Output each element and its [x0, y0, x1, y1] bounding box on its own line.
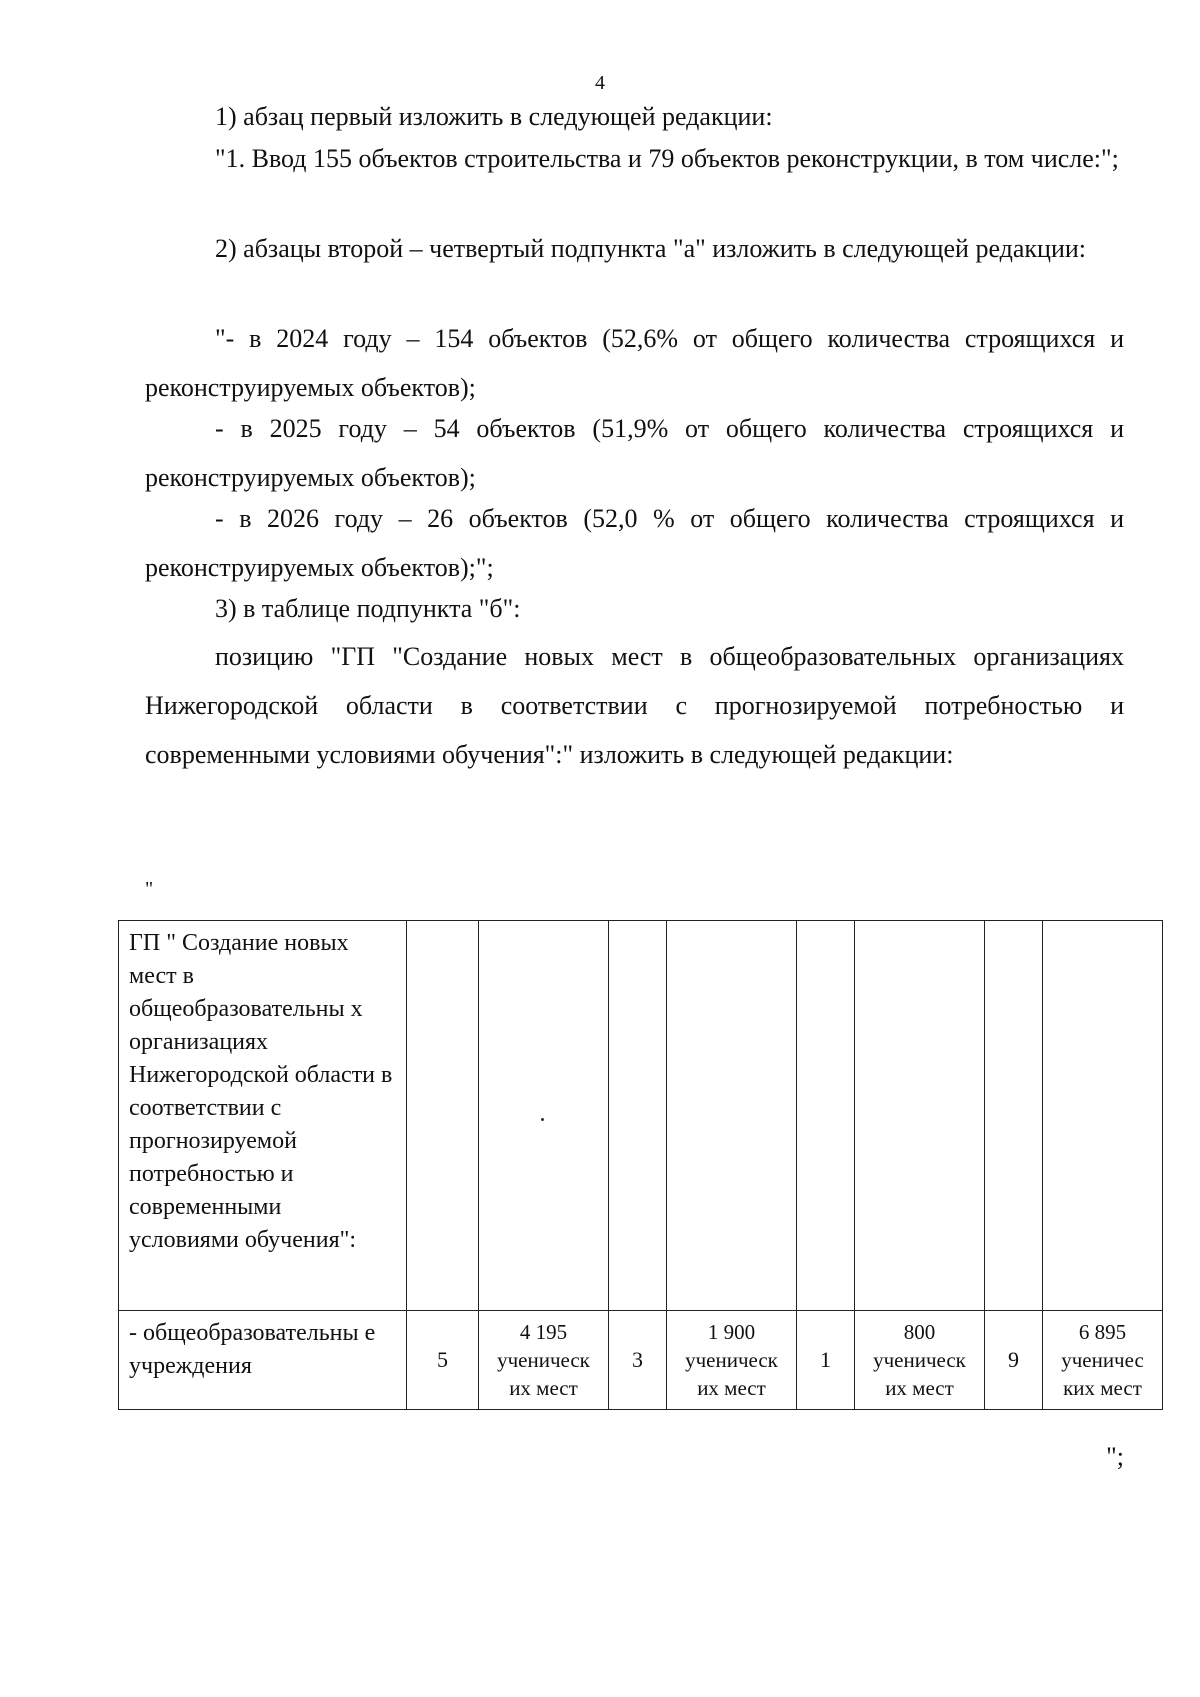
table-data-row: [119, 1311, 1163, 1410]
empty-cell: [855, 921, 985, 1311]
empty-cell: [985, 921, 1043, 1311]
places-unit: ких мест: [1063, 1376, 1142, 1400]
paragraph-2: "1. Ввод 155 объектов строительства и 79 объектов реконструкции, в том числе:";: [215, 144, 1119, 173]
empty-cell: [797, 921, 855, 1311]
program-name-cell: ГП " Создание новых мест в общеобразовательны х организациях Нижегородской области в соответствии с прогнозируемой потребностью и современными условиями обучения":: [119, 921, 407, 1311]
empty-cell: [609, 921, 667, 1311]
paragraph-6: - в 2026 году – 26 объектов (52,0 % от общего количества строящихся и реконструируемых объектов);";: [145, 504, 1124, 582]
places-unit: ученичес: [1061, 1348, 1144, 1372]
places-2024-cell: [479, 1311, 609, 1410]
count-2026-cell: 1: [797, 1311, 855, 1410]
paragraph-8: позицию "ГП "Создание новых мест в общеобразовательных организациях Нижегородской области в соответствии с прогнозируемой потребностью и современными условиями обучения":" изложить в следующей редакции:: [145, 642, 1124, 769]
places-value: 1 900: [707, 1320, 756, 1344]
count-total-cell: 9: [985, 1311, 1043, 1410]
places-value: 6 895: [1078, 1320, 1127, 1344]
places-2025-cell: [667, 1311, 797, 1410]
close-quote: ";: [1106, 1442, 1124, 1471]
open-quote: ": [145, 878, 154, 900]
places-2026-cell: [855, 1311, 985, 1410]
places-value: 4 195: [519, 1320, 568, 1344]
empty-cell: [479, 921, 609, 1311]
empty-cell: [667, 921, 797, 1311]
count-2025-cell: 3: [609, 1311, 667, 1410]
empty-cell: [407, 921, 479, 1311]
objects-table: [118, 920, 1163, 1410]
places-total-cell: [1043, 1311, 1163, 1410]
count-2024-cell: 5: [407, 1311, 479, 1410]
places-value: 800: [903, 1320, 936, 1344]
places-unit: их мест: [885, 1376, 954, 1400]
institution-type-cell: - общеобразовательны е учреждения: [119, 1311, 407, 1410]
paragraph-3: 2) абзацы второй – четвертый подпункта "а" изложить в следующей редакции:: [215, 234, 1087, 263]
empty-cell: [1043, 921, 1163, 1311]
stray-dot-mark: [541, 1118, 544, 1121]
paragraph-1: 1) абзац первый изложить в следующей редакции:: [215, 102, 773, 131]
paragraph-7: 3) в таблице подпункта "б":: [215, 594, 521, 623]
paragraph-4: "- в 2024 году – 154 объектов (52,6% от общего количества строящихся и реконструируемых объектов);: [145, 324, 1124, 402]
places-unit: их мест: [697, 1376, 766, 1400]
table-header-row: [119, 921, 1163, 1311]
places-unit: их мест: [509, 1376, 578, 1400]
paragraph-5: - в 2025 году – 54 объектов (51,9% от общего количества строящихся и реконструируемых объектов);: [145, 414, 1124, 492]
places-unit: ученическ: [873, 1348, 966, 1372]
places-unit: ученическ: [685, 1348, 778, 1372]
places-unit: ученическ: [497, 1348, 590, 1372]
page-number: 4: [595, 72, 605, 94]
